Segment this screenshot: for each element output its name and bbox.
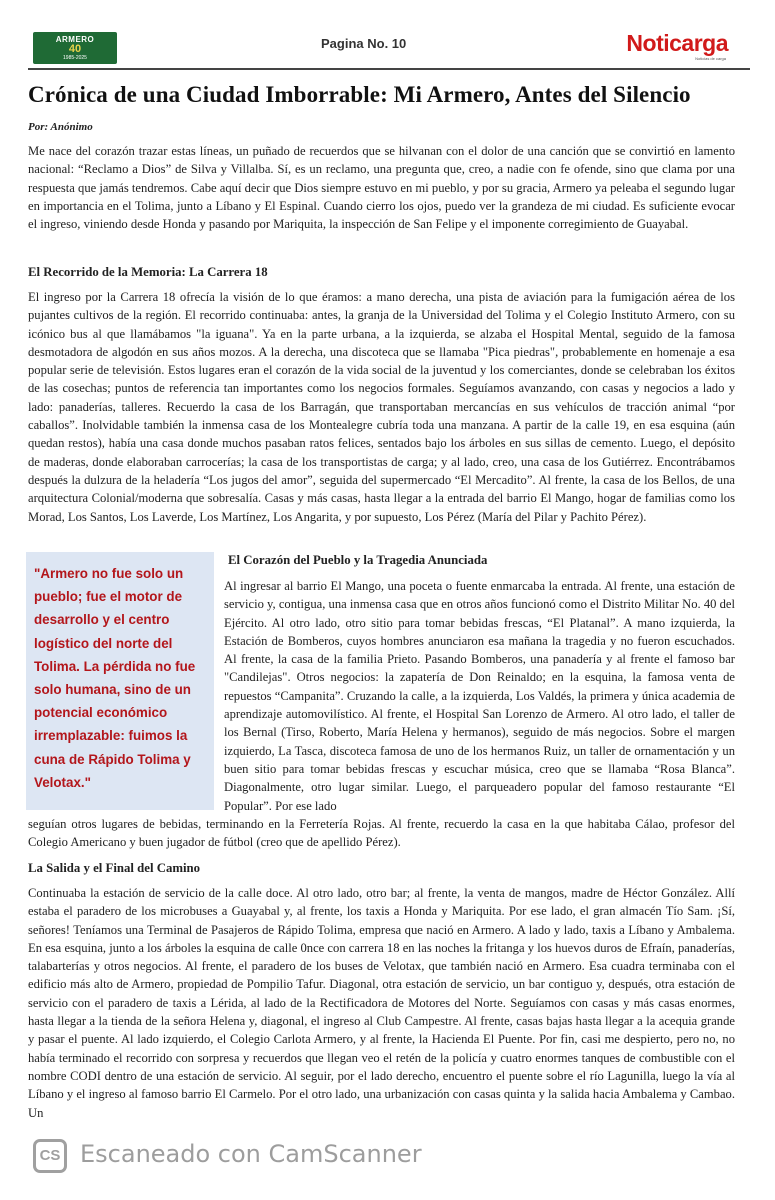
section-body-salida: Continuaba la estación de servicio de la calle doce. Al otro lado, otro bar; al frente, la venta de mangos, madre de Héctor González. Allí estaba el paradero de los microbuses a Guayabal y, al frente, los taxis a Honda y Mariquita. Por ese lado, el gran almacén Tío Sam. ¡Sí, señores! Teníamos una Terminal de Pasajeros de Rápido Tolima, empresa que nació en Armero. A lado y lado, taxis a Líbano y Ambalema. En esa esquina, junto a los árboles la esquina de calle 0nce con carrera 18 en las noches la fritanga y los huevos duros de Efraín, panaderías, talabarterías y otros negocios. Al frente, el paradero de los buses de Velotax, que también nació en Armero. Esa cuadra terminaba con el edificio más alto de Armero, propiedad de Pompilio Tafur. Diagonal, otra estación de servicio, un bar contiguo y, después, otra estación de servicio con el paradero de taxis a Lérida, al lado de la Rectificadora de Motores del Norte. Seguíamos con casas y más casas enormes, hasta llegar a la tienda de la señora Helena y, diagonal, el ingreso al Club Campestre. Al frente, casas bajas hasta llegar a la acequia grande y pasar el puente. Al lado izquierdo, el Colegio Carlota Armero, y al frente, la Hacienda El Puente. Por fin, casi me despierto, pero no, no había terminado el recorrido con sorpresa y recuerdos que llegan veo el retén de la policía y cuatro enormes tanques de combustible con el nombre CODI dentro de una estación de servicio. Al seguir, por el lado derecho, encuentro el puente sobre el río Lagunilla, luego la vía al Líbano y el ingreso al famoso barrio El Carmelo. Por el otro lado, una urbanización con casas quinta y la salida hacia Ambalema y Cambao. Un (28, 886, 735, 1120)
article-author: Por: Anónimo (28, 121, 93, 133)
section-heading-salida: La Salida y el Final del Camino (28, 861, 201, 875)
camscanner-footer (0, 1132, 775, 1200)
armero-40-logo (33, 32, 117, 64)
page-number: Pagina No. 10 (321, 36, 407, 51)
intro-paragraph: Me nace del corazón trazar estas líneas, un puñado de recuerdos que se hilvanan con el dolor de una canción que se convirtió en lamento nacional: “Reclamo a Dios” de Silva y Villalba. Sí, es un reclamo, una pregunta que, creo, a nadie con fe ofende, sino que clama por una respuesta que jamás tendremos. Cabe aquí decir que Dios siempre estuvo en mi pueblo, y por su gracia, Armero ya peleaba el segundo lugar en importancia en el Tolima, junto a Líbano y El Espinal. Cuando cierro los ojos, puedo ver la grandeza de mi ciudad. Es suficiente evocar el ingreso, viniendo desde Honda y pasando por Mariquita, la inspección de San Felipe y el imponente corregimiento de Guayabal. (28, 144, 735, 232)
noticarga-logo-name: Noticarga (626, 30, 728, 56)
camscanner-icon: CS (33, 1139, 67, 1173)
logo-line-3: 1985-2025 (63, 55, 87, 61)
article-title: Crónica de una Ciudad Imborrable: Mi Armero, Antes del Silencio (28, 82, 691, 107)
noticarga-logo-tagline: Noticias de carga (695, 56, 726, 61)
camscanner-text: Escaneado con CamScanner (80, 1140, 422, 1168)
section-heading-recorrido: El Recorrido de la Memoria: La Carrera 18 (28, 265, 268, 279)
header-divider (28, 68, 750, 70)
section-body-recorrido: El ingreso por la Carrera 18 ofrecía la visión de lo que éramos: a mano derecha, una pista de aviación para la fumigación aérea de los pujantes cultivos de la región. El recorrido continuaba: antes, la granja de la Universidad del Tolima y el Colegio Instituto Armero, con su icónico bus al que llamábamos "la iguana". Ya en la parte urbana, a la izquierda, se alzaba el Hospital Mental, seguido de la famosa desmotadora de algodón en sus años mozos. A la derecha, una discoteca que se llamaba "Pica piedras", probablemente en homenaje a esa popular serie de televisión. Estos lugares eran el corazón de la vida social de la juventud y los comerciantes, donde se celebraban los éxitos de las cosechas; puntos de referencia tan importantes como los negocios formales. Seguíamos avanzando, con casas y negocios a lado y lado: panaderías, talleres. Recuerdo la casa de los Barragán, que transportaban mercancías en sus vehículos de tracción animal “por caballos”. Inolvidable también la inmensa casa de los Montealegre cubría toda una manzana. A partir de la calle 19, en esa esquina (aún quedan restos), había una casa donde muchos pasaban ratos felices, sentados bajo los árboles en sus sillas de cemento. Luego, el depósito de maderas, donde elaboraban carrocerías; la casa de los transportistas de carga; y al lado, creo, una casa de los Gutiérrez. Encontrábamos después la dulzura de la heladería “Los jugos del amor”, seguida del supermercado “El Mercadito”. Al frente, la casa de los Bellos, de una arquitectura Colonial/moderna que sobresalía. Casas y más casas, hasta llegar a la entrada del barrio El Mango, hogar de familias como los Morad, Los Santos, Los Laverde, Los Martínez, Los Angarita, y por supuesto, Los Pérez (María del Pilar y Pachito Pérez). (28, 290, 735, 524)
section-heading-corazon: El Corazón del Pueblo y la Tragedia Anunciada (228, 553, 488, 567)
pull-quote: "Armero no fue solo un pueblo; fue el motor de desarrollo y el centro logístico del norte del Tolima. La pérdida no fue solo humana, sino de un potencial económico irremplazable: fuimos la cuna de Rápido Tolima y Velotax." (26, 552, 214, 810)
section-body-corazon: Al ingresar al barrio El Mango, una poceta o fuente enmarcaba la entrada. Al frente, una estación de servicio y, contigua, una inmensa casa que en otros años funcionó como el Distrito Militar No. 40 del Ejército. Al otro lado, otro sitio para tomar bebidas frescas, “El Platanal”. A mano izquierda, la Estación de Bomberos, cuyos hombres anunciaron esa mañana la tragedia y no fueron escuchados. Al frente, la casa de la familia Prieto. Pasando Bomberos, una panadería y al frente el famoso bar "Candilejas". Otros negocios: la zapatería de Don Reinaldo; en la esquina, la famosa venta de repuestos “Campanita”. Cruzando la calle, a la izquierda, Los Valdés, la primera y única academia de aprendizaje automovilístico. Al frente, el Hospital San Lorenzo de Armero. Al otro lado, el taller de los Bernal (Tirso, Roberto, María Helena y hermanos), seguido de más negocios. Sobre el margen izquierdo, La Tasca, discoteca famosa de uno de los hermanos Ruiz, un taller de ornamentación y un buen sitio para tomar bebidas frescas y escuchar música, creo que se llamaba “Rosa Blanca”. Diagonalmente, otro lugar similar. Luego, el parqueadero popular del famoso restaurante “El Popular”. Por ese lado (224, 579, 735, 813)
page-header (28, 26, 750, 66)
noticarga-logo (626, 30, 728, 61)
logo-line-2: 40 (68, 43, 82, 55)
section-body-corazon-continued: seguían otros lugares de bebidas, terminando en la Ferretería Rojas. Al frente, recuerdo la casa en la que habitaba Cálao, profesor del Colegio Americano y buen jugador de fútbol (creo que de apellido Pérez). (28, 817, 735, 850)
logo-line-1: ARMERO (55, 35, 95, 44)
